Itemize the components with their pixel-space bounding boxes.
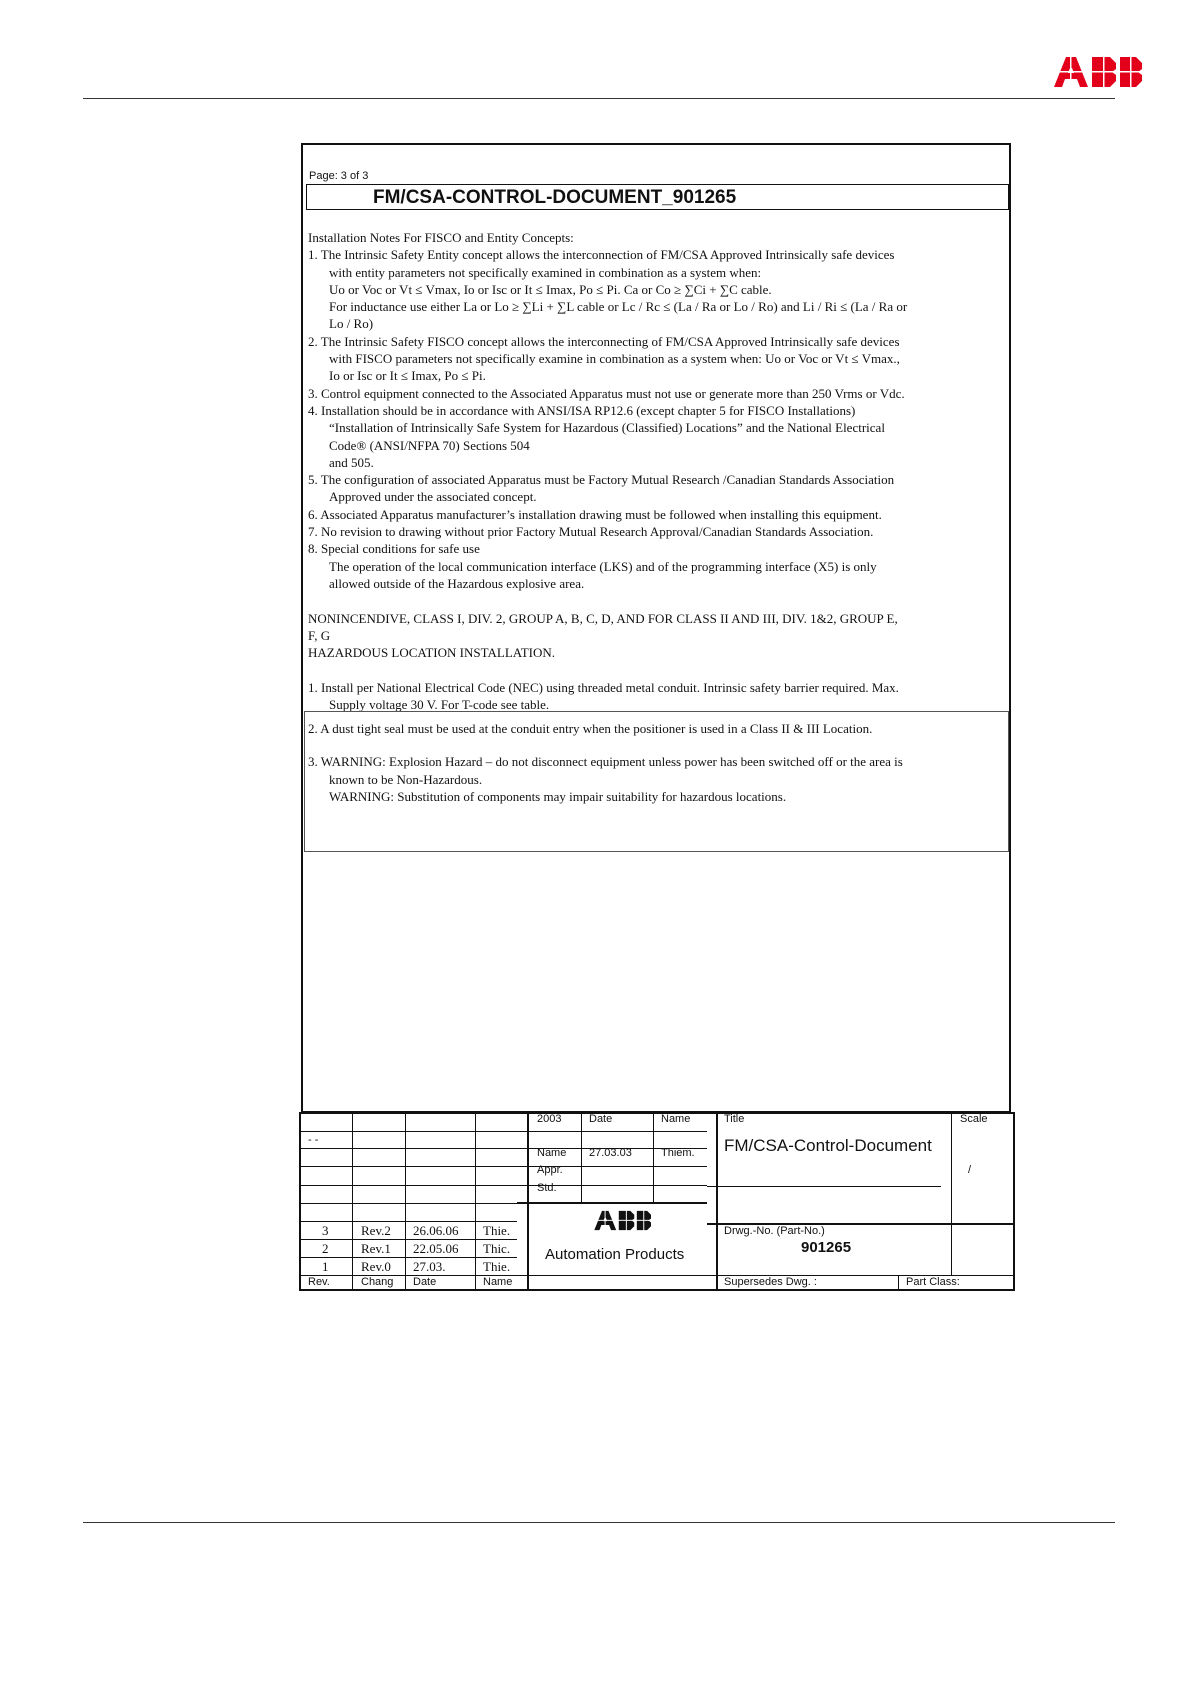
note-4-cont: and 505.: [329, 454, 374, 470]
note-8-cont: The operation of the local communication interface (LKS) and of the programming interface (X5) is only: [329, 558, 877, 574]
ni-note-3-warning: WARNING: Substitution of components may impair suitability for hazardous locations.: [329, 788, 787, 804]
rev-row-name: Thie.: [483, 1223, 511, 1238]
tb-drawn-name: Thiem.: [661, 1147, 695, 1159]
note-4: 4. Installation should be in accordance with ANSI/ISA RP12.6 (except chapter 5 for FISCO Installations): [308, 402, 856, 418]
rev-row-n: 2: [322, 1241, 329, 1256]
drawing-number: 901265: [801, 1239, 852, 1256]
header-rule: [83, 98, 1115, 99]
note-2-cont: with FISCO parameters not specifically examine in combination as a system when: Uo or Voc or Vt ≤ Vmax.,: [329, 351, 900, 367]
warning-notes: [308, 720, 1008, 805]
drawing-number-label: Drwg.-No. (Part-No.): [724, 1225, 825, 1237]
installation-notes: [308, 229, 1008, 713]
tb-title-value: FM/CSA-Control-Document: [724, 1136, 932, 1155]
note-1-cont: For inductance use either La or Lo ≥ ∑Li + ∑L cable or Lc / Rc ≤ (La / Ra or Lo / Ro) and Li / Ri ≤ (La / Ra or: [329, 299, 908, 315]
note-8-cont: allowed outside of the Hazardous explosive area.: [329, 575, 585, 591]
company-name: Automation Products: [545, 1246, 685, 1263]
note-5-cont: Approved under the associated concept.: [329, 489, 537, 505]
note-6: 6. Associated Apparatus manufacturer’s installation drawing must be followed when installing this equipment.: [308, 506, 882, 522]
note-8: 8. Special conditions for safe use: [308, 541, 480, 557]
date-col-label: Date: [413, 1276, 437, 1288]
part-class-label: Part Class:: [906, 1276, 960, 1288]
tb-year: 2003: [537, 1113, 562, 1125]
rev-row-change: Rev.0: [361, 1259, 391, 1274]
spacer: [308, 661, 1008, 678]
note-1-cont: with entity parameters not specifically examined in combination as a system when:: [329, 264, 762, 280]
rev-row-change: Rev.1: [361, 1241, 391, 1256]
spacer: [308, 592, 1008, 609]
supersedes-label: Supersedes Dwg. :: [724, 1276, 817, 1288]
note-3: 3. Control equipment connected to the Associated Apparatus must not use or generate more than 250 Vrms or Vdc.: [308, 385, 905, 401]
spacer: [308, 737, 1008, 753]
tb-title-label: Title: [724, 1113, 745, 1125]
nonincendive-heading-cont: F, G: [308, 627, 331, 643]
page-label: Page: 3 of 3: [309, 170, 369, 182]
rev-col-label: Rev.: [308, 1276, 330, 1288]
note-1: 1. The Intrinsic Safety Entity concept allows the interconnection of FM/CSA Approved Intrinsically safe devices: [308, 247, 895, 263]
note-2: 2. The Intrinsic Safety FISCO concept allows the interconnecting of FM/CSA Approved Intrinsically safe devices: [308, 333, 900, 349]
tb-scale-value: /: [968, 1164, 972, 1176]
abb-small-logo: [593, 1209, 651, 1232]
note-7: 7. No revision to drawing without prior Factory Mutual Research Approval/Canadian Standards Association.: [308, 524, 874, 540]
note-4-cont: “Installation of Intrinsically Safe System for Hazardous (Classified) Locations” and the National Electrical: [329, 420, 885, 436]
nonincendive-heading: NONINCENDIVE, CLASS I, DIV. 2, GROUP A, B, C, D, AND FOR CLASS II AND III, DIV. 1&2, GROUP E,: [308, 610, 898, 626]
rev-row-change: Rev.2: [361, 1223, 391, 1238]
tb-scale-label: Scale: [960, 1113, 988, 1125]
ni-note-3: 3. WARNING: Explosion Hazard – do not disconnect equipment unless power has been switched off or the area is: [308, 754, 903, 770]
rev-row-name: Thic.: [483, 1241, 511, 1256]
name-col-label: Name: [483, 1276, 513, 1288]
rev-row-date: 27.03.: [413, 1259, 446, 1274]
ni-note-2: 2. A dust tight seal must be used at the conduit entry when the positioner is used in a Class II & III Location.: [308, 721, 873, 736]
note-5: 5. The configuration of associated Apparatus must be Factory Mutual Research /Canadian Standards Association: [308, 472, 895, 488]
tb-dash: - -: [308, 1134, 319, 1146]
tb-name-label: Name: [661, 1113, 691, 1125]
tb-appr-label: Appr.: [537, 1164, 563, 1176]
rev-row-date: 26.06.06: [413, 1223, 459, 1238]
nonincendive-heading-cont: HAZARDOUS LOCATION INSTALLATION.: [308, 645, 556, 661]
document-title: FM/CSA-CONTROL-DOCUMENT_901265: [373, 187, 737, 208]
document-title-box: [306, 184, 1009, 210]
tb-drawn-date: 27.03.03: [589, 1147, 632, 1159]
tb-name-row-label: Name: [537, 1147, 567, 1159]
ni-note-3-cont: known to be Non-Hazardous.: [329, 771, 483, 787]
rev-row-n: 3: [322, 1223, 329, 1238]
rev-row-n: 1: [322, 1259, 329, 1274]
note-4-cont: Code® (ANSI/NFPA 70) Sections 504: [329, 437, 530, 453]
change-col-label: Chang: [361, 1276, 394, 1288]
ni-note-1-cont: Supply voltage 30 V. For T-code see table.: [329, 697, 550, 713]
abb-logo: [1052, 55, 1142, 89]
notes-heading: Installation Notes For FISCO and Entity Concepts:: [308, 230, 574, 245]
rev-row-name: Thie.: [483, 1259, 511, 1274]
tb-std-label: Std.: [537, 1182, 557, 1194]
ni-note-1: 1. Install per National Electrical Code (NEC) using threaded metal conduit. Intrinsic safety barrier required. Max.: [308, 679, 899, 695]
note-2-cont: Io or Isc or It ≤ Imax, Po ≤ Pi.: [329, 368, 486, 384]
tb-date-label: Date: [589, 1113, 613, 1125]
note-1-cont: Uo or Voc or Vt ≤ Vmax, Io or Isc or It ≤ Imax, Po ≤ Pi. Ca or Co ≥ ∑Ci + ∑C cable.: [329, 281, 772, 297]
rev-row-date: 22.05.06: [413, 1241, 459, 1256]
note-1-cont: Lo / Ro): [329, 316, 374, 332]
footer-rule: [83, 1522, 1115, 1523]
